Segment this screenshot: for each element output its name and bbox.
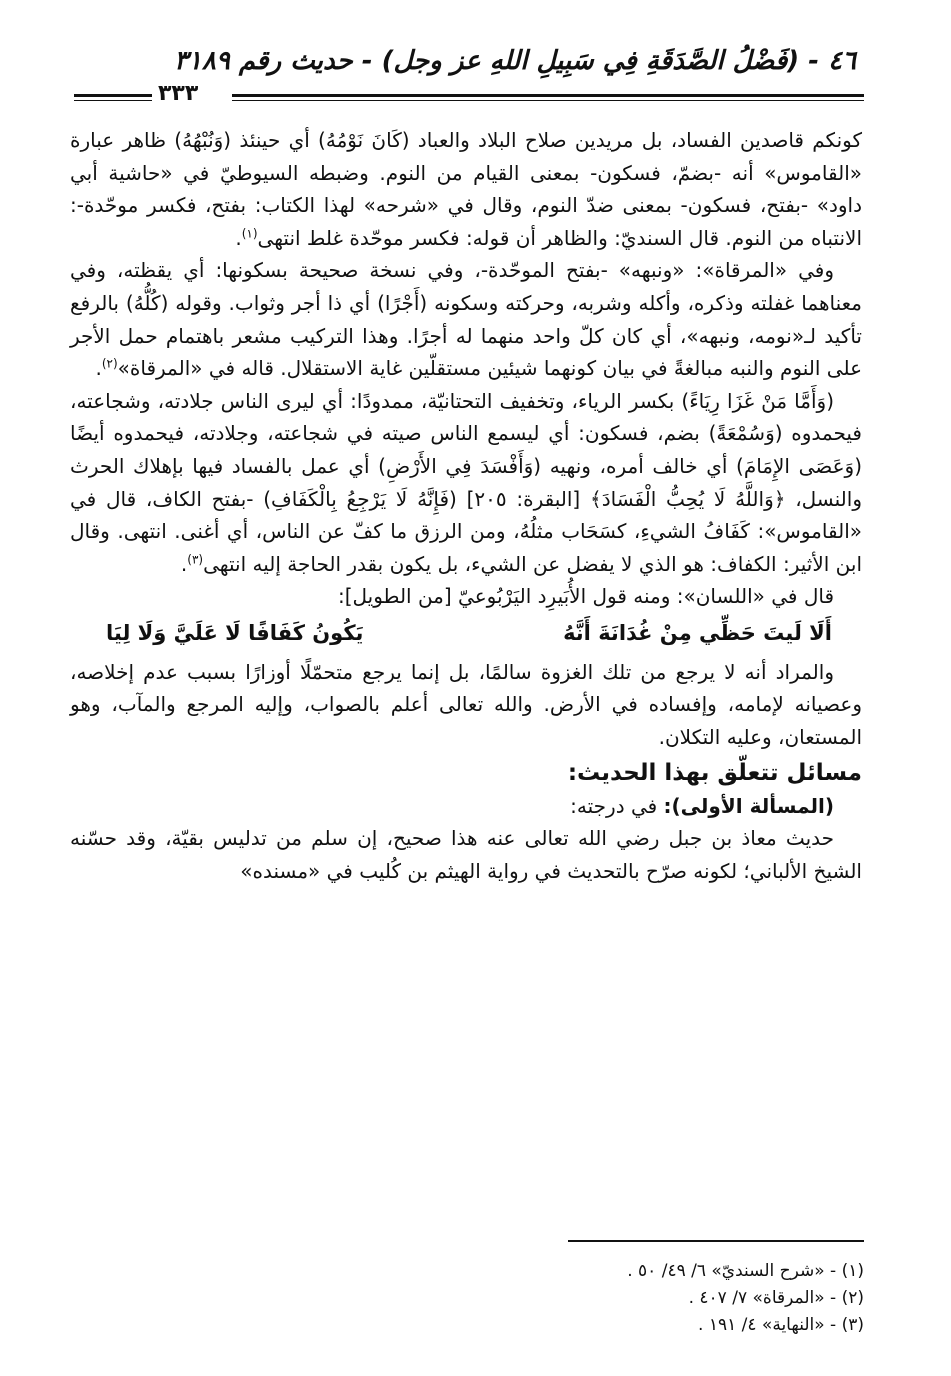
paragraph-3: (وَأَمَّا مَنْ غَزَا رِيَاءً) بكسر الرياء، وتخفيف التحتانيّة، ممدودًا: أي ليرى الناس جلادته، وشجاعته، فيحمدوه (وَسُمْعَةً) بضم، فسكون: أي ليسمع الناس صيته في شجاعته، وجلادته، فيحمدوه أيضًا (وَعَصَى الإِمَامَ) أي خالف أمره، ونهيه (وَأَفْسَدَ فِي الأَرْضِ) أي عمل بالفساد فيها بإهلاك الحرث والنسل، ﴿وَاللَّهُ لَا يُحِبُّ الْفَسَادَ﴾ [البقرة: ٢٠٥] (فَإِنَّهُ لَا يَرْجِعُ بِالْكَفَافِ) -بفتح الكاف، قال في «القاموس»: كَفَافُ الشيءِ، كسَحَاب مثلُهُ، ومن الرزق ما كفّ عن الناس، أي أغنى. انتهى. وقال ابن الأثير: الكفاف: هو الذي لا يفضل عن الشيء، بل يكون بقدر الحاجة إليه انتهى$^{(٣)}$. xyxy=(70,388,862,576)
footnote-ref-2: (٢) xyxy=(101,356,118,371)
section-heading: مسائل تتعلّق بهذا الحديث: xyxy=(567,760,862,787)
footnote-1: (١) - «شرح السنديّ» ٦/ ٤٩/ ٥٠ . xyxy=(627,1261,864,1281)
page-number: ٣٣٣ xyxy=(158,81,199,106)
paragraph-2-text: وفي «المرقاة»: «ونبهه» -بفتح الموحّدة-، وفي نسخة صحيحة بسكونها: أي يقظته، وفي معناهما غفلته وذكره، وأكله وشربه، وحركته وسكونه (أَجْرًا) أي ذا أجر وثواب. وقوله (كُلُّهُ) بالرفع تأكيد لـ«نومه، ونبهه»، أي كان كلّ واحد منهما له أجرًا. وهذا التركيب مشعر باهتمام حمل الأجر على النوم والنبه مبالغةً في بيان كونهما شيئين مستقلّين غاية الاستقلال. قاله في «المرقاة» xyxy=(70,258,862,381)
paragraph-2: وفي «المرقاة»: «ونبهه» -بفتح الموحّدة-، وفي نسخة صحيحة بسكونها: أي يقظته، وفي معناهما غفلته وذكره، وأكله وشربه، وحركته وسكونه (أَجْرًا) أي ذا أجر وثواب. وقوله (كُلُّهُ) بالرفع تأكيد لـ«نومه، ونبهه»، أي كان كلّ واحد منهما له أجرًا. وهذا التركيب مشعر باهتمام حمل الأجر على النوم والنبه مبالغةً في بيان كونهما شيئين مستقلّين غاية الاستقلال. قاله في «المرقاة»$^{(٢)}$. xyxy=(70,258,862,381)
page-number-rule xyxy=(74,94,152,101)
book-page xyxy=(70,44,864,1344)
footnotes xyxy=(264,1258,864,1339)
paragraph-6 xyxy=(70,790,862,823)
paragraph-3-text: (وَأَمَّا مَنْ غَزَا رِيَاءً) بكسر الرياء، وتخفيف التحتانيّة، ممدودًا: أي ليرى الناس جلادته، وشجاعته، فيحمدوه (وَسُمْعَةً) بضم، فسكون: أي ليسمع الناس صيته في شجاعته، وجلادته، فيحمدوه أيضًا (وَعَصَى الإِمَامَ) أي خالف أمره، ونهيه (وَأَفْسَدَ فِي الأَرْضِ) أي عمل بالفساد فيها بإهلاك الحرث والنسل، ﴿وَاللَّهُ لَا يُحِبُّ الْفَسَادَ﴾ [البقرة: ٢٠٥] (فَإِنَّهُ لَا يَرْجِعُ بِالْكَفَافِ) -بفتح الكاف، قال في «القاموس»: كَفَافُ الشيءِ، كسَحَاب مثلُهُ، ومن الرزق ما كفّ عن الناس، أي أغنى. انتهى. وقال ابن الأثير: الكفاف: هو الذي لا يفضل عن الشيء، بل يكون بقدر الحاجة إليه انتهى xyxy=(70,388,862,576)
poetry-verse xyxy=(70,617,862,650)
footnote-2: (٢) - «المرقاة» ٧/ ٤٠٧ . xyxy=(688,1288,864,1308)
main-text xyxy=(70,124,862,888)
paragraph-5: والمراد أنه لا يرجع من تلك الغزوة سالمًا، بل إنما يرجع متحمّلًا أوزارًا بسبب عدم إخلاصه، وعصيانه لإمامه، وإفساده في الأرض. والله تعالى أعلم بالصواب، وإليه المرجع والمآب، وهو المستعان، وعليه التكلان. xyxy=(70,659,862,749)
footnote-divider xyxy=(568,1240,864,1242)
paragraph-1: كونكم قاصدين الفساد، بل مريدين صلاح البلاد والعباد (كَانَ نَوْمُهُ) أي حينئذ (وَنُبْهُهُ) ظاهر عبارة «القاموس» أنه -بضمّ، فسكون- بمعنى القيام من النوم. وضبطه السيوطيّ في «حاشية أبي داود» -بفتح، فسكون- بمعنى ضدّ النوم، وقال في «شرحه» لهذا الكتاب: بفتح، فكسر موحّدة-: الانتباه من النوم. قال السنديّ: والظاهر أن قوله: فكسر موحّدة غلط انتهى$^{(١)}$. xyxy=(70,128,862,250)
running-header xyxy=(70,44,864,106)
header-rule xyxy=(232,94,864,101)
issue-label: (المسألة الأولى): xyxy=(663,793,834,818)
footnote-ref-3: (٣) xyxy=(187,552,204,567)
paragraph-1-text: كونكم قاصدين الفساد، بل مريدين صلاح البلاد والعباد (كَانَ نَوْمُهُ) أي حينئذ (وَنُبْهُهُ) ظاهر عبارة «القاموس» أنه -بضمّ، فسكون- بمعنى القيام من النوم. وضبطه السيوطيّ في «حاشية أبي داود» -بفتح، فسكون- بمعنى ضدّ النوم، وقال في «شرحه» لهذا الكتاب: بفتح، فكسر موحّدة-: الانتباه من النوم. قال السنديّ: والظاهر أن قوله: فكسر موحّدة غلط انتهى xyxy=(70,128,862,250)
header-title: ٤٦ - (فَضْلُ الصَّدَقَةِ فِي سَبِيلِ اللهِ عز وجل) - حديث رقم ٣١٨٩ xyxy=(173,46,856,76)
verse-first-hemistich: أَلَا لَيتَ حَظِّي مِنْ غُدَانَةَ أَنَّهُ xyxy=(563,620,832,645)
footnote-3: (٣) - «النهاية» ٤/ ١٩١ . xyxy=(698,1315,864,1335)
paragraph-4: قال في «اللسان»: ومنه قول الأُبَيرِد اليَرْبُوعيّ [من الطويل]: xyxy=(337,584,834,609)
paragraph-7: حديث معاذ بن جبل رضي الله تعالى عنه هذا صحيح، إن سلم من تدليس بقيّة، وقد حسّنه الشيخ الألباني؛ لكونه صرّح بالتحديث في رواية الهيثم بن كُليب في «مسنده» xyxy=(70,826,862,884)
issue-text: في درجته: xyxy=(570,793,658,818)
verse-second-hemistich: يَكُونُ كَفَافًا لَا عَلَيَّ وَلَا لِيَا xyxy=(106,620,364,645)
footnote-ref-1: (١) xyxy=(241,226,258,241)
